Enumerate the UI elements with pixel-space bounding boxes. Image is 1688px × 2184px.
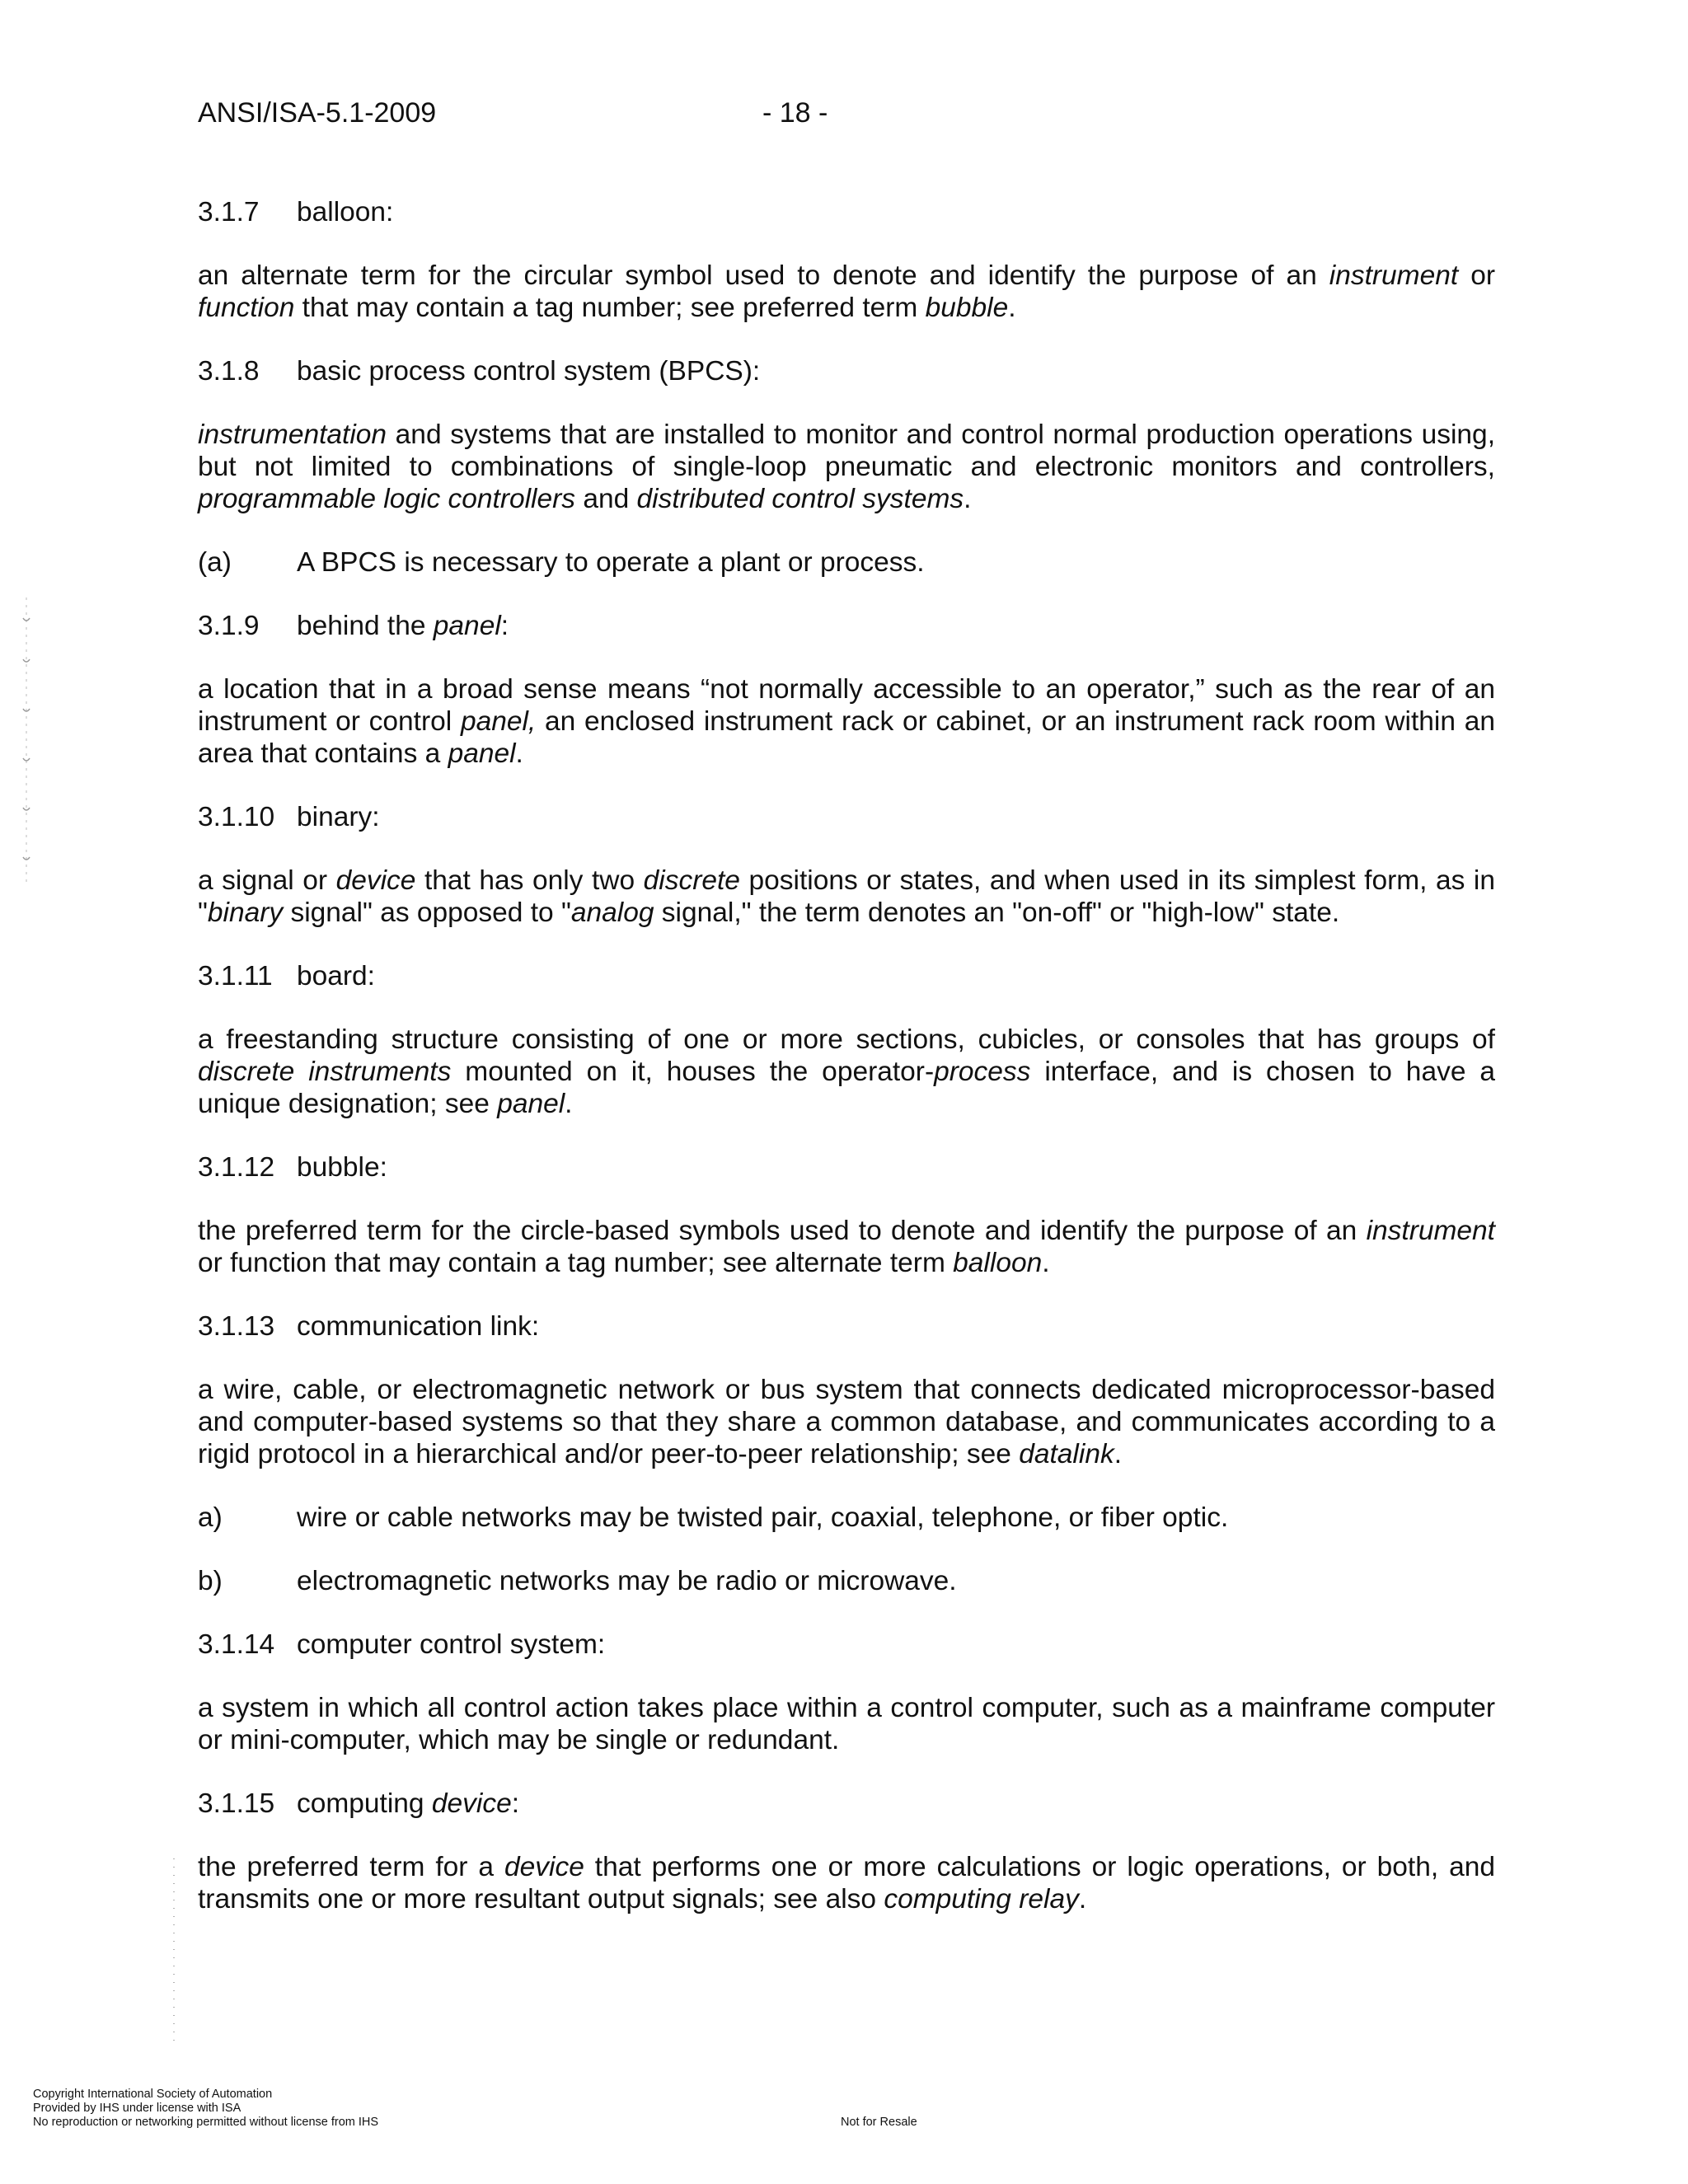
text-run: signal" as opposed to ": [283, 898, 571, 928]
text-run: positions or states, and when used in its simplest form, as in ": [198, 865, 1495, 928]
term-number: 3.1.9: [198, 611, 260, 641]
text-run: communication link:: [297, 1311, 540, 1342]
definitions-list: [198, 196, 1495, 1947]
text-run: or: [1458, 260, 1495, 291]
footer-line: Provided by IHS under license with ISA: [33, 2102, 241, 2115]
text-run: an alternate term for the circular symbol used to denote and identify the purpose of an: [198, 260, 1329, 291]
footer-line: No reproduction or networking permitted without license from IHS: [33, 2116, 379, 2129]
term-number: 3.1.7: [198, 197, 260, 227]
italic-term: instrument: [1366, 1216, 1495, 1246]
term-title: [297, 355, 760, 387]
list-marker: b): [198, 1566, 223, 1596]
text-run: :: [511, 1788, 520, 1819]
term-definition: [198, 260, 1495, 324]
text-run: .: [1008, 293, 1016, 323]
copyright-notice: [33, 2088, 378, 2130]
text-run: computer control system:: [297, 1629, 606, 1660]
term-definition: [198, 673, 1495, 770]
text-run: .: [964, 484, 972, 514]
text-run: that performs one or more calculations or logic operations, or both, and transmits one or more resultant output signals; see also: [198, 1852, 1495, 1915]
text-run: behind the: [297, 611, 434, 641]
document-id: ANSI/ISA-5.1-2009: [198, 97, 437, 129]
side-watermark-mark: [8, 593, 41, 890]
term-title: [297, 801, 380, 833]
list-text: [297, 546, 925, 579]
list-item: [198, 1565, 1495, 1597]
list-marker: a): [198, 1502, 223, 1533]
term-number: 3.1.11: [198, 961, 273, 991]
term-title: [297, 610, 509, 642]
list-item: [198, 546, 1495, 579]
text-run: :: [500, 611, 509, 641]
italic-term: panel: [433, 611, 501, 641]
italic-term: distributed control systems: [636, 484, 964, 514]
term-title: [297, 1151, 387, 1183]
term-definition: [198, 1692, 1495, 1756]
term-definition: [198, 1374, 1495, 1470]
text-run: that may contain a tag number; see preferred term: [294, 293, 926, 323]
italic-term: binary: [207, 898, 284, 928]
text-run: computing: [297, 1788, 432, 1819]
term-number: 3.1.10: [198, 802, 275, 832]
list-text: [297, 1502, 1228, 1534]
term-heading: [198, 355, 1495, 387]
text-run: interface, and is chosen to have a unique designation; see: [198, 1057, 1496, 1119]
text-run: .: [515, 738, 523, 769]
list-item: [198, 1502, 1495, 1534]
italic-term: analog: [570, 898, 654, 928]
text-run: that has only two: [415, 865, 644, 896]
text-run: the preferred term for the circle-based symbols used to denote and identify the purpose of an: [198, 1216, 1367, 1246]
italic-term: panel: [497, 1089, 565, 1119]
text-run: balloon:: [297, 197, 394, 227]
page-number: - 18 -: [762, 97, 828, 129]
term-title: [297, 960, 375, 992]
text-run: bubble:: [297, 1152, 387, 1183]
italic-term: device: [431, 1788, 512, 1819]
term-heading: [198, 1629, 1495, 1661]
term-definition: [198, 1851, 1495, 1915]
italic-term: bubble: [925, 293, 1009, 323]
italic-term: panel,: [460, 706, 537, 737]
term-heading: [198, 1788, 1495, 1820]
text-run: mounted on it, houses the operator-: [451, 1057, 935, 1087]
italic-term: device: [504, 1852, 584, 1882]
text-run: wire or cable networks may be twisted pair, coaxial, telephone, or fiber optic.: [297, 1502, 1229, 1533]
term-title: [297, 196, 393, 228]
not-for-resale-label: Not for Resale: [841, 2116, 917, 2129]
italic-term: instrument: [1329, 260, 1459, 291]
italic-term: programmable logic controllers: [198, 484, 576, 514]
term-heading: [198, 1310, 1495, 1343]
text-run: an enclosed instrument rack or cabinet, or an instrument rack room within an area that contains a: [198, 706, 1495, 769]
text-run: .: [1042, 1248, 1050, 1278]
term-heading: [198, 610, 1495, 642]
list-text: [297, 1565, 957, 1597]
text-run: A BPCS is necessary to operate a plant or process.: [297, 547, 925, 578]
text-run: board:: [297, 961, 375, 991]
italic-term: process: [934, 1057, 1031, 1087]
term-number: 3.1.15: [198, 1788, 275, 1819]
text-run: a wire, cable, or electromagnetic network or bus system that connects dedicated microprocessor-based and computer-based systems so that they share a common database, and communicates according to a rigid protocol in a hierarchical and/or peer-to-peer relationship; see: [198, 1375, 1495, 1469]
text-run: and systems that are installed to monitor and control normal production operations using, but not limited to combinations of single-loop pneumatic and electronic monitors and controllers,: [198, 419, 1495, 482]
text-run: basic process control system (BPCS):: [297, 356, 761, 387]
text-run: electromagnetic networks may be radio or microwave.: [297, 1566, 957, 1596]
term-definition: [198, 1024, 1495, 1120]
italic-term: datalink: [1019, 1439, 1114, 1469]
term-title: [297, 1788, 519, 1820]
text-run: a location that in a broad sense means “not normally accessible to an operator,” such as the rear of an instrument or control: [198, 674, 1495, 737]
italic-term: function: [198, 293, 295, 323]
term-definition: [198, 865, 1495, 929]
text-run: binary:: [297, 802, 380, 832]
italic-term: instrumentation: [198, 419, 387, 450]
text-run: a system in which all control action takes place within a control computer, such as a mainframe computer or mini-computer, which may be single or redundant.: [198, 1693, 1495, 1755]
term-heading: [198, 801, 1495, 833]
margin-dots-mark: [169, 1858, 179, 2048]
text-run: and: [575, 484, 637, 514]
text-run: or function that may contain a tag number; see alternate term: [198, 1248, 954, 1278]
italic-term: discrete instruments: [198, 1057, 452, 1087]
italic-term: device: [335, 865, 416, 896]
term-heading: [198, 960, 1495, 992]
text-run: a freestanding structure consisting of one or more sections, cubicles, or consoles that has groups of: [198, 1024, 1495, 1055]
italic-term: discrete: [643, 865, 740, 896]
term-title: [297, 1310, 539, 1343]
term-number: 3.1.12: [198, 1152, 275, 1183]
text-run: .: [1114, 1439, 1123, 1469]
text-run: .: [565, 1089, 573, 1119]
text-run: .: [1078, 1884, 1087, 1915]
term-definition: [198, 419, 1495, 515]
term-heading: [198, 1151, 1495, 1183]
list-marker: (a): [198, 547, 232, 578]
italic-term: panel: [448, 738, 516, 769]
term-definition: [198, 1215, 1495, 1279]
term-number: 3.1.8: [198, 356, 260, 387]
text-run: signal," the term denotes an "on-off" or "high-low" state.: [654, 898, 1340, 928]
footer-line: Copyright International Society of Automation: [33, 2088, 273, 2101]
italic-term: balloon: [953, 1248, 1043, 1278]
term-number: 3.1.14: [198, 1629, 275, 1660]
text-run: the preferred term for a: [198, 1852, 504, 1882]
term-heading: [198, 196, 1495, 228]
term-title: [297, 1629, 605, 1661]
italic-term: computing relay: [884, 1884, 1079, 1915]
text-run: a signal or: [198, 865, 336, 896]
term-number: 3.1.13: [198, 1311, 275, 1342]
